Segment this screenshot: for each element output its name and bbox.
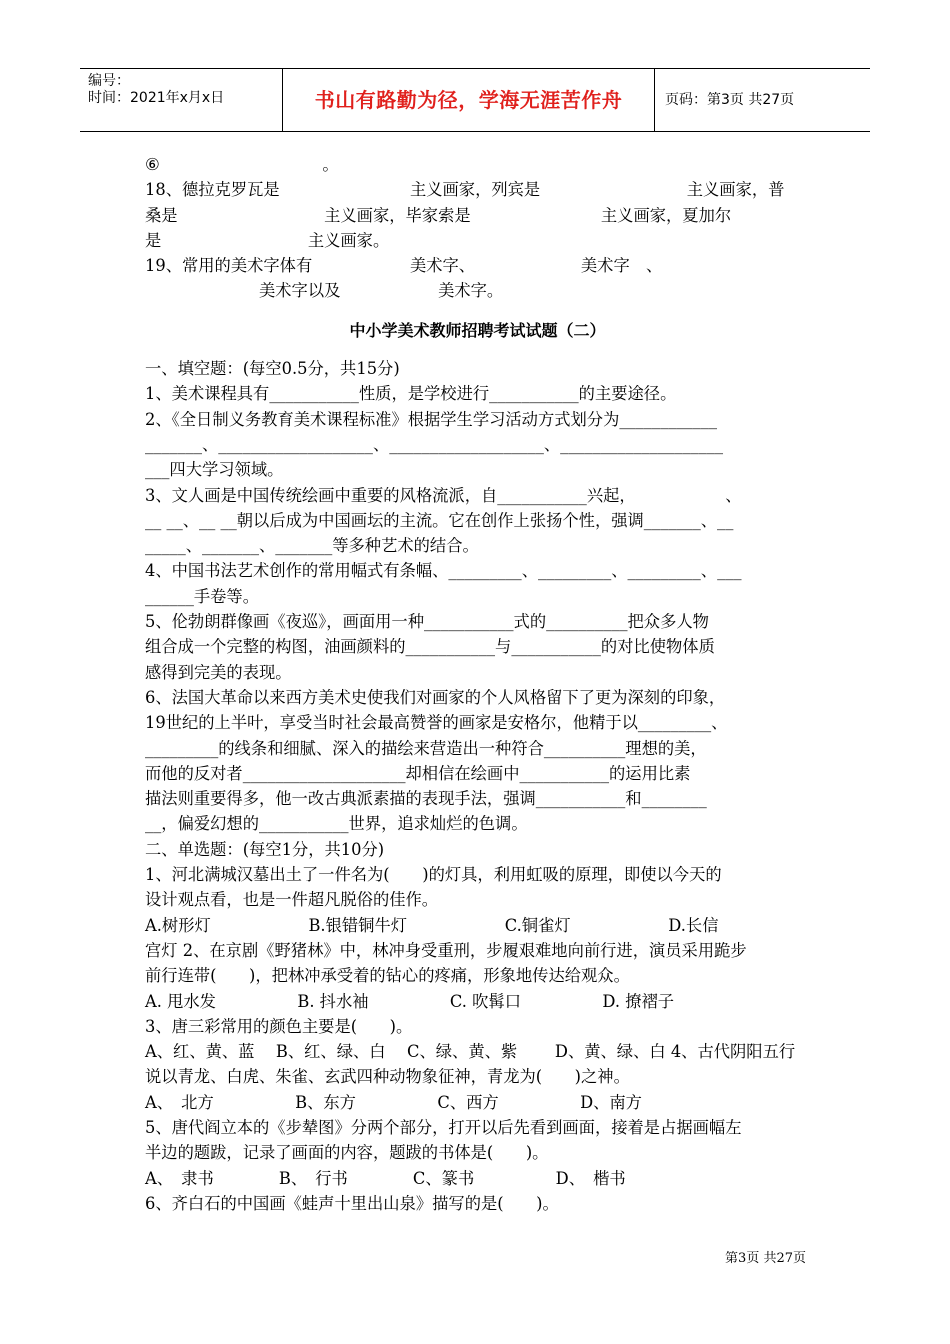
text-line: ___四大学习领域。 <box>145 460 284 480</box>
text-line: 而他的反对者____________________却相信在绘画中___________的运用比素 <box>145 763 691 783</box>
page-footer: 第3页 共27页 <box>725 1251 806 1266</box>
text-line: __，偏爱幻想的___________世界，追求灿烂的色调。 <box>145 814 528 834</box>
text-line: 桑是 主义画家，毕家索是 主义画家，夏加尔 <box>145 205 732 225</box>
text-line: A、 北方 B、东方 C、西方 D、南方 <box>145 1092 642 1112</box>
text-line: 是 主义画家。 <box>145 230 390 250</box>
text-line: 1、河北满城汉墓出土了一件名为( )的灯具，利用虹吸的原理，即使以今天的 <box>145 865 722 885</box>
text-line: 说以青龙、白虎、朱雀、玄武四种动物象征神，青龙为( )之神。 <box>145 1067 630 1087</box>
text-line: __ __、__ __朝以后成为中国画坛的主流。它在创作上张扬个性，强调_______、__ <box>145 510 734 530</box>
text-line: 宫灯 2、在京剧《野猪林》中，林冲身受重刑，步履艰难地向前行进，演员采用跪步 <box>145 940 747 960</box>
previous-questions <box>145 152 810 304</box>
text-line: 前行连带( )，把林冲承受着的钻心的疼痛，形象地传达给观众。 <box>145 966 630 986</box>
text-line: A. 甩水发 B. 抖水袖 C. 吹髯口 D. 撩褶子 <box>145 991 675 1011</box>
text-line: 一、填空题：(每空0.5分，共15分) <box>145 359 400 379</box>
text-line: 6、法国大革命以来西方美术史使我们对画家的个人风格留下了更为深刻的印象， <box>145 687 726 707</box>
text-line: 设计观点看，也是一件超凡脱俗的佳作。 <box>145 890 439 910</box>
text-line: 感得到完美的表现。 <box>145 662 292 682</box>
text-line: 5、唐代阎立本的《步辇图》分两个部分，打开以后先看到画面，接着是占据画幅左 <box>145 1117 742 1137</box>
text-line: ⑥ 。 <box>145 155 339 174</box>
text-line: 18、德拉克罗瓦是 主义画家，列宾是 主义画家，普 <box>145 180 785 200</box>
text-line: 美术字以及 美术字。 <box>145 281 504 301</box>
document-body <box>145 152 810 1216</box>
text-line: 19世纪的上半叶，享受当时社会最高赞誉的画家是安格尔，他精于以_________、 <box>145 713 728 733</box>
section-title: 中小学美术教师招聘考试试题（二） <box>349 320 606 340</box>
text-line: _____、_______、_______等多种艺术的结合。 <box>145 536 479 556</box>
text-line: 3、文人画是中国传统绘画中重要的风格流派，自___________兴起， 、 <box>145 485 742 505</box>
page-header <box>80 68 870 132</box>
text-line: 描法则重要得多，他一改古典派素描的表现手法，强调___________和________ <box>145 789 707 809</box>
text-line: 19、常用的美术字体有 美术字、 美术字 、 <box>145 256 663 276</box>
text-line: _______、___________________、___________________、____________________ <box>145 434 723 454</box>
text-line: 半边的题跋，记录了画面的内容，题跋的书体是( )。 <box>145 1143 549 1163</box>
text-line: 6、齐白石的中国画《蛙声十里出山泉》描写的是( )。 <box>145 1193 559 1213</box>
text-line: _________的线条和细腻、深入的描绘来营造出一种符合__________理想的美， <box>145 738 707 758</box>
text-line: A、红、黄、蓝 B、红、绿、白 C、绿、黄、紫 D、黄、绿、白 4、古代阴阳五行 <box>145 1042 796 1062</box>
time-label: 时间：2021年x月x日 <box>88 90 225 106</box>
text-line: 组合成一个完整的构图，油画颜料的___________与___________的对比使物体质 <box>145 637 715 657</box>
text-line: 2、《全日制义务教育美术课程标准》根据学生学习活动方式划分为____________ <box>145 409 718 429</box>
text-line: ______手卷等。 <box>145 586 259 606</box>
text-line: A、 隶书 B、 行书 C、篆书 D、 楷书 <box>145 1168 626 1188</box>
exam-questions <box>145 356 810 1216</box>
text-line: 1、美术课程具有___________性质，是学校进行___________的主要途径。 <box>145 384 677 404</box>
serial-label: 编号： <box>88 73 130 89</box>
text-line: A.树形灯 B.银错铜牛灯 C.铜雀灯 D.长信 <box>145 915 719 935</box>
text-line: 3、唐三彩常用的颜色主要是( )。 <box>145 1016 413 1036</box>
header-motto: 书山有路勤为径，学海无涯苦作舟 <box>283 69 655 131</box>
header-meta <box>80 69 283 131</box>
text-line: 二、单选题：(每空1分，共10分) <box>145 839 385 859</box>
header-page-info: 页码：第3页 共27页 <box>665 92 795 108</box>
text-line: 4、中国书法艺术创作的常用幅式有条幅、_________、_________、_________、___ <box>145 561 742 581</box>
text-line: 5、伦勃朗群像画《夜巡》，画面用一种___________式的__________把众多人物 <box>145 612 709 632</box>
